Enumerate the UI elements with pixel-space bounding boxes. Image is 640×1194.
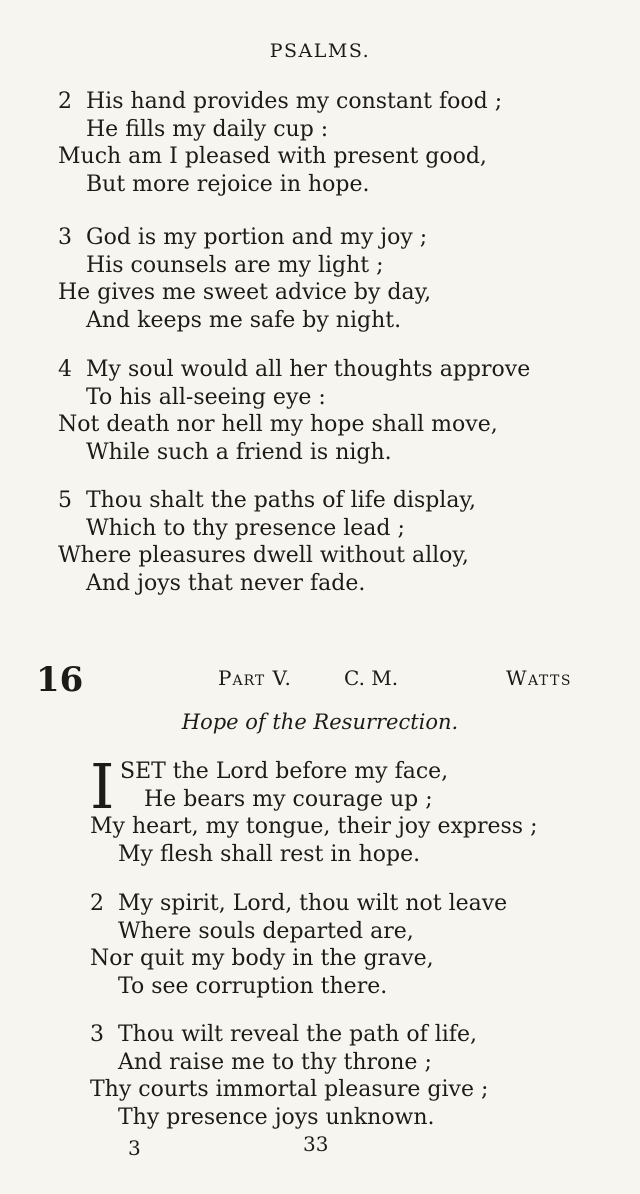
verse-line: 3 God is my portion and my joy ; [58,225,428,250]
verse-line: To see corruption there. [118,973,388,999]
verse-line: Where pleasures dwell without alloy, [58,543,469,568]
stanza-5 [58,487,618,597]
stanza-number: 5 [58,488,72,513]
verse-line: Much am I pleased with present good, [58,144,487,169]
drop-cap: I [90,750,115,823]
verse-line: Thy courts immortal pleasure give ; [90,1077,489,1102]
stanza-2 [58,88,618,198]
hymn-stanza-3 [90,1021,640,1131]
verse-line: Which to thy presence lead ; [86,515,405,541]
verse-line: 2 His hand provides my constant food ; [58,89,503,114]
running-head: PSALMS. [269,40,371,62]
verse-line: And joys that never fade. [86,570,366,596]
hymn-author: Watts [506,666,572,690]
verse-line: While such a friend is nigh. [86,439,392,465]
hymn-meter: C. M. [344,666,399,690]
page-number: 33 [303,1132,329,1156]
stanza-4 [58,356,618,466]
verse-line: 5 Thou shalt the paths of life display, [58,488,476,513]
stanza-3 [58,224,618,334]
hymn-number: 16 [36,660,84,700]
hymn-stanza-2 [90,890,640,1000]
hymn-header [36,660,596,700]
verse-line: And raise me to thy throne ; [118,1049,432,1075]
hymn-subject: Hope of the Resurrection. [181,710,459,734]
stanza-number: 2 [58,89,72,114]
hymn-part: Part V. [218,666,292,690]
stanza-number: 3 [90,1022,104,1047]
verse-line: 2 My spirit, Lord, thou wilt not leave [90,891,508,916]
verse-line: He bears my courage up ; [144,786,433,812]
stanza-number: 3 [58,225,72,250]
stanza-number: 2 [90,891,104,916]
verse-line: Where souls departed are, [118,918,414,944]
verse-line: But more rejoice in hope. [86,171,370,197]
verse-line: Not death nor hell my hope shall move, [58,412,498,437]
verse-line: He fills my daily cup : [86,116,329,142]
verse-line: SET the Lord before my face, [120,759,449,784]
verse-line: He gives me sweet advice by day, [58,280,432,305]
hymn-stanza-1 [90,750,610,868]
verse-line: Thy presence joys unknown. [118,1104,435,1130]
verse-line: My flesh shall rest in hope. [118,841,421,867]
verse-line: 4 My soul would all her thoughts approve [58,357,531,382]
signature-mark: 3 [128,1136,141,1160]
verse-line: To his all-seeing eye : [86,384,326,410]
verse-line: 3 Thou wilt reveal the path of life, [90,1022,477,1047]
verse-line: Nor quit my body in the grave, [90,946,434,971]
stanza-number: 4 [58,357,72,382]
verse-line: And keeps me safe by night. [86,307,402,333]
verse-line: His counsels are my light ; [86,252,384,278]
verse-line: My heart, my tongue, their joy express ; [90,814,538,839]
